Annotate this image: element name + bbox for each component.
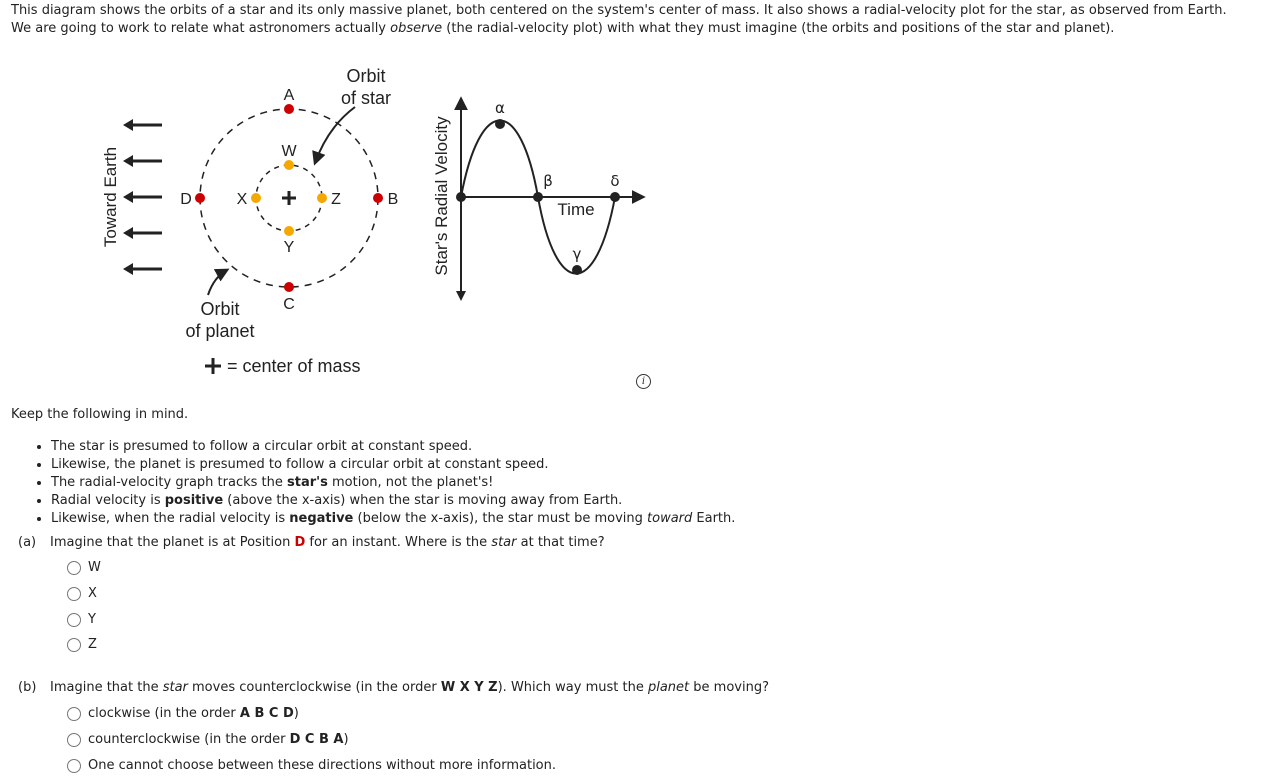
rv-label-gamma: γ xyxy=(572,245,582,263)
radio-button[interactable] xyxy=(67,561,81,575)
radio-button[interactable] xyxy=(67,707,81,721)
list-item: • Likewise, the planet is presumed to follow a circular orbit at constant speed. xyxy=(51,456,735,474)
rv-xlabel: Time xyxy=(557,200,595,219)
rv-point-gamma xyxy=(572,265,582,275)
rv-point-alpha xyxy=(495,119,505,129)
rv-ylabel: Star's Radial Velocity xyxy=(432,116,451,276)
orbit-of-planet-arrow xyxy=(208,270,227,295)
option-a-z[interactable]: Z xyxy=(67,637,97,652)
radio-button[interactable] xyxy=(67,759,81,773)
radio-button[interactable] xyxy=(67,587,81,601)
rv-origin-point xyxy=(456,192,466,202)
list-item: • The radial-velocity graph tracks the star's motion, not the planet's! xyxy=(51,474,735,492)
orbit-of-star-arrow xyxy=(315,107,355,163)
center-of-mass-marker xyxy=(282,191,296,205)
rv-label-beta: β xyxy=(543,172,553,190)
question-b: (b) Imagine that the star moves counterclockwise (in the order W X Y Z). Which way must the planet be moving? xyxy=(18,680,769,695)
notes-list xyxy=(33,438,735,528)
toward-earth-arrows xyxy=(123,119,162,275)
orbit-of-star-label-2: of star xyxy=(340,88,392,108)
list-item: • Likewise, when the radial velocity is negative (below the x-axis), the star must be moving toward Earth. xyxy=(51,510,735,528)
radio-button[interactable] xyxy=(67,613,81,627)
label-a: A xyxy=(283,87,295,104)
orbit-of-star-label-1: Orbit xyxy=(346,66,386,86)
label-w: W xyxy=(281,143,297,160)
label-c: C xyxy=(283,296,295,313)
label-x: X xyxy=(236,191,248,208)
intro-line-2: We are going to work to relate what astronomers actually observe (the radial-velocity plot) with what they must imagine (the orbits and positions of the star and planet). xyxy=(11,21,1115,36)
star-position-x xyxy=(251,193,261,203)
label-z: Z xyxy=(331,191,341,208)
radio-button[interactable] xyxy=(67,733,81,747)
question-a: (a) Imagine that the planet is at Position D for an instant. Where is the star at that time? xyxy=(18,535,605,550)
option-a-x[interactable]: X xyxy=(67,586,97,601)
option-b-counterclockwise[interactable]: counterclockwise (in the order D C B A) xyxy=(67,732,349,747)
info-icon[interactable]: i xyxy=(636,374,651,389)
planet-position-b xyxy=(373,193,383,203)
toward-earth-label: Toward Earth xyxy=(101,146,120,248)
radio-button[interactable] xyxy=(67,638,81,652)
option-a-y[interactable]: Y xyxy=(67,612,96,627)
option-a-w[interactable]: W xyxy=(67,560,101,575)
orbit-diagram xyxy=(90,55,670,385)
list-item: • Radial velocity is positive (above the x-axis) when the star is moving away from Earth. xyxy=(51,492,735,510)
list-item: • The star is presumed to follow a circular orbit at constant speed. xyxy=(51,438,735,456)
label-b: B xyxy=(387,191,399,208)
rv-label-alpha: α xyxy=(495,99,505,117)
rv-label-delta: δ xyxy=(610,172,620,190)
keep-in-mind-heading: Keep the following in mind. xyxy=(11,407,189,422)
option-b-clockwise[interactable]: clockwise (in the order A B C D) xyxy=(67,706,299,721)
label-y: Y xyxy=(283,239,295,256)
orbit-of-planet-label-1: Orbit xyxy=(200,299,240,319)
rv-point-beta xyxy=(533,192,543,202)
star-position-z xyxy=(317,193,327,203)
intro-line-1: This diagram shows the orbits of a star and its only massive planet, both centered on the system's center of mass. It also shows a radial-velocity plot for the star, as observed from Earth. xyxy=(11,3,1227,18)
intro-text xyxy=(11,2,1251,38)
option-b-cannot-choose[interactable]: One cannot choose between these directions without more information. xyxy=(67,758,556,773)
planet-position-d xyxy=(195,193,205,203)
center-of-mass-legend: = center of mass xyxy=(227,356,361,376)
orbit-of-planet-label-2: of planet xyxy=(185,321,255,341)
planet-position-c xyxy=(284,282,294,292)
star-position-y xyxy=(284,226,294,236)
planet-position-a xyxy=(284,104,294,114)
legend-plus xyxy=(205,358,221,374)
star-position-w xyxy=(284,160,294,170)
label-d: D xyxy=(180,191,192,208)
rv-point-delta xyxy=(610,192,620,202)
